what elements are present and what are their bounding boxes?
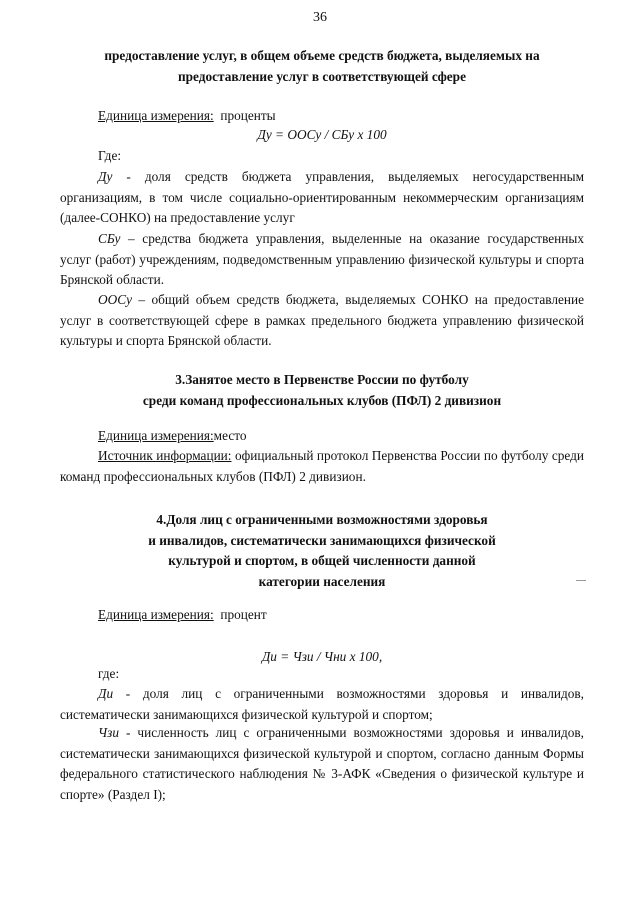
source-3	[60, 446, 584, 487]
formula-di: Ди = Чзи / Чни х 100,	[261, 649, 383, 664]
definition-oosu-text: – общий объем средств бюджета, выделяемых СОНКО на предоставление услуг в соответствующей сфере в рамках предельного бюджета управлению физической культуры и спорта Брянской области.	[60, 292, 584, 349]
formula-du: Ду = ООСу / СБу х 100	[257, 127, 387, 142]
heading-top-line-1: предоставление услуг, в общем объеме средств бюджета, выделяемых на	[104, 48, 540, 63]
unit-value: проценты	[220, 108, 276, 123]
definition-du-text: - доля средств бюджета управления, выделяемых негосударственным организациям, в том числе социально-ориентированным некоммерческим организациям (далее-СОНКО) на предоставление услуг	[60, 169, 584, 226]
heading-top	[60, 46, 584, 87]
definition-chzi-text: - численность лиц с ограниченными возможностями здоровья и инвалидов, систематически занимающихся физической культурой и спортом, согласно данным Формы федерального статистического наблюдения № 3-АФК «Сведения о физической культуре и спорте» (Раздел I);	[60, 725, 584, 802]
heading-top-line-2: предоставление услуг в соответствующей сфере	[178, 68, 466, 84]
section-4-title	[60, 510, 584, 592]
unit-label: Единица измерения:	[98, 428, 214, 443]
section-3-title-line-1: 3.Занятое место в Первенстве России по футболу	[175, 372, 469, 387]
unit-line-3	[60, 426, 584, 447]
definition-di-text: - доля лиц с ограниченными возможностями здоровья и инвалидов, систематически занимающихся физической культурой и спортом;	[60, 686, 584, 722]
unit-line-4	[60, 605, 584, 626]
unit-value: место	[213, 428, 247, 443]
section-4-title-line-1: 4.Доля лиц с ограниченными возможностями здоровья	[156, 512, 488, 527]
unit-label: Единица измерения:	[98, 607, 214, 622]
page-number: 36	[313, 10, 327, 25]
source-text: официальный протокол Первенства России по футболу среди команд профессиональных клубов (ПФЛ) 2 дивизион.	[60, 448, 584, 484]
unit-label: Единица измерения:	[98, 108, 214, 123]
term-du: Ду	[98, 169, 113, 184]
definition-sbu	[60, 229, 584, 291]
definition-oosu	[60, 290, 584, 352]
definition-du	[60, 167, 584, 229]
section-4-title-line-2: и инвалидов, систематически занимающихся физической	[148, 532, 496, 548]
where-label: Где:	[98, 148, 122, 163]
term-di: Ди	[98, 686, 114, 701]
unit-value: процент	[220, 607, 267, 622]
source-label: Источник информации:	[98, 448, 232, 463]
definition-di	[60, 684, 584, 725]
section-4-title-line-4: категории населения	[258, 573, 386, 589]
definition-sbu-text: – средства бюджета управления, выделенные на оказание государственных услуг (работ) учреждениям, подведомственным управлению физической культуры и спорта Брянской области.	[60, 231, 584, 288]
section-3-title	[60, 370, 584, 411]
term-sbu: СБу	[98, 231, 121, 246]
section-4-title-line-3: культурой и спортом, в общей численности данной	[168, 553, 476, 569]
term-chzi: Чзи	[98, 725, 119, 740]
section-3-title-line-2: среди команд профессиональных клубов (ПФЛ) 2 дивизион	[142, 392, 502, 408]
where-label-4: где:	[98, 666, 120, 681]
unit-line-1	[60, 106, 584, 127]
definition-chzi	[60, 723, 584, 805]
term-oosu: ООСу	[98, 292, 132, 307]
scan-mark	[576, 580, 586, 581]
